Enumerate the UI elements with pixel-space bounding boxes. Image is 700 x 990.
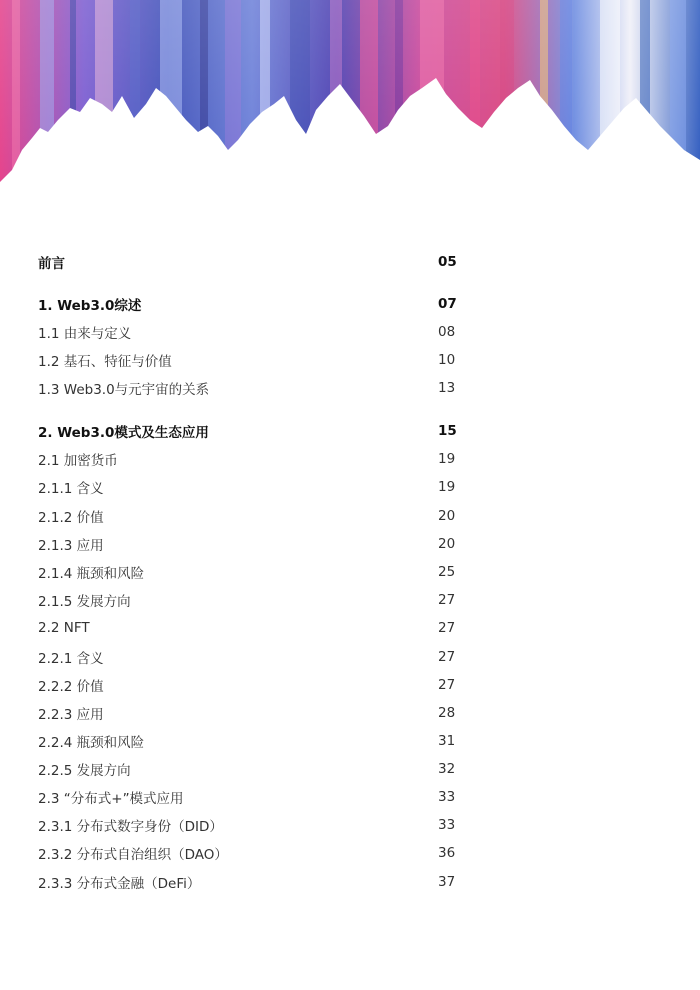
toc-entry-page-number: 19 — [438, 451, 456, 467]
toc-entry-page-number: 19 — [438, 479, 456, 495]
toc-entry-page-number: 25 — [438, 564, 456, 580]
toc-entry-title: 2.3.3 分布式金融（DeFi） — [38, 876, 201, 892]
toc-entry-title: 2.3 “分布式+”模式应用 — [38, 791, 184, 807]
toc-entry-page-number: 33 — [438, 817, 456, 833]
toc-entry[interactable] — [38, 843, 468, 863]
toc-entry[interactable] — [38, 703, 468, 723]
toc-entry-page-number: 07 — [438, 296, 457, 312]
toc-entry-page-number: 37 — [438, 874, 456, 890]
toc-entry-page-number: 10 — [438, 352, 456, 368]
toc-entry-title: 1.2 基石、特征与价值 — [38, 354, 172, 370]
toc-entry-page-number: 15 — [438, 423, 457, 439]
toc-entry-title: 前言 — [38, 256, 65, 272]
toc-entry-title: 1. Web3.0综述 — [38, 298, 142, 314]
toc-entry-title: 2.2 NFT — [38, 620, 90, 636]
toc-entry-page-number: 27 — [438, 592, 456, 608]
toc-entry-title: 2.3.1 分布式数字身份（DID） — [38, 819, 223, 835]
toc-entry-title: 2.1.2 价值 — [38, 510, 104, 526]
toc-entry-page-number: 20 — [438, 536, 456, 552]
toc-entry-page-number: 05 — [438, 254, 457, 270]
toc-entry[interactable] — [38, 534, 468, 554]
toc-entry[interactable] — [38, 590, 468, 610]
toc-entry-title: 2.2.1 含义 — [38, 651, 104, 667]
toc-entry[interactable] — [38, 647, 468, 667]
toc-entry[interactable] — [38, 815, 468, 835]
toc-entry[interactable] — [38, 759, 468, 779]
toc-entry-title: 2.2.4 瓶颈和风险 — [38, 735, 145, 751]
header-banner-image — [0, 0, 700, 210]
toc-entry-page-number: 27 — [438, 620, 456, 636]
toc-entry-title: 2.1.4 瓶颈和风险 — [38, 566, 145, 582]
toc-entry[interactable] — [38, 449, 468, 469]
toc-entry[interactable] — [38, 350, 468, 370]
toc-entry[interactable] — [38, 322, 468, 342]
toc-entry-page-number: 33 — [438, 789, 456, 805]
toc-entry[interactable] — [38, 252, 468, 272]
toc-entry[interactable] — [38, 294, 468, 314]
toc-entry-title: 2.2.2 价值 — [38, 679, 104, 695]
toc-entry[interactable] — [38, 731, 468, 751]
toc-entry-page-number: 31 — [438, 733, 456, 749]
toc-entry-title: 2.2.5 发展方向 — [38, 763, 131, 779]
toc-entry[interactable] — [38, 477, 468, 497]
toc-entry[interactable] — [38, 872, 468, 892]
toc-entry-title: 2.1 加密货币 — [38, 453, 118, 469]
toc-entry-page-number: 27 — [438, 677, 456, 693]
toc-entry-page-number: 08 — [438, 324, 456, 340]
toc-entry-page-number: 13 — [438, 380, 456, 396]
toc-entry-title: 2.1.1 含义 — [38, 481, 104, 497]
toc-entry[interactable] — [38, 421, 468, 441]
toc-entry-title: 2.2.3 应用 — [38, 707, 104, 723]
toc-entry[interactable] — [38, 506, 468, 526]
toc-entry-title: 2.1.5 发展方向 — [38, 594, 131, 610]
toc-entry[interactable] — [38, 378, 468, 398]
toc-entry[interactable] — [38, 562, 468, 582]
toc-entry[interactable] — [38, 787, 468, 807]
toc-entry-page-number: 28 — [438, 705, 456, 721]
toc-entry-page-number: 27 — [438, 649, 456, 665]
toc-entry-page-number: 32 — [438, 761, 456, 777]
toc-entry[interactable] — [38, 675, 468, 695]
toc-entry-title: 2. Web3.0模式及生态应用 — [38, 425, 209, 441]
toc-entry-title: 1.3 Web3.0与元宇宙的关系 — [38, 382, 210, 398]
toc-entry-title: 1.1 由来与定义 — [38, 326, 132, 342]
toc-entry-page-number: 36 — [438, 845, 456, 861]
toc-entry-title: 2.1.3 应用 — [38, 538, 104, 554]
toc-entry-page-number: 20 — [438, 508, 456, 524]
toc-entry[interactable] — [38, 618, 468, 638]
toc-entry-title: 2.3.2 分布式自治组织（DAO） — [38, 847, 228, 863]
